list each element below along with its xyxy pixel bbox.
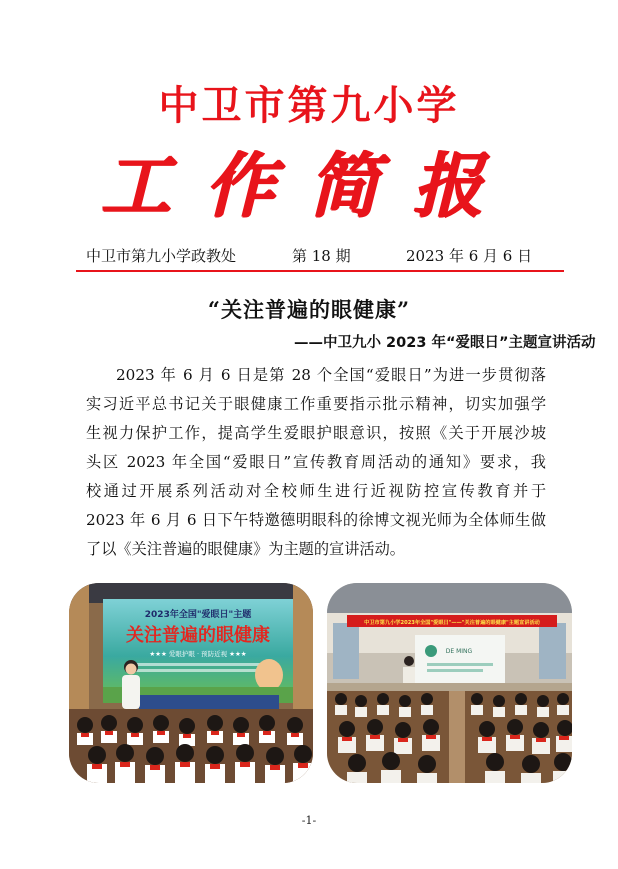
event-photo-audience	[327, 583, 572, 783]
body-line: 生视力保护工作，提高学生爱眼护眼意识，按照《关于开展沙坡	[86, 424, 546, 442]
body-line: 2023 年 6 月 6 日下午特邀德明眼科的徐博文视光师为全体师生做	[86, 511, 546, 529]
screen-logo-text: DE MING	[445, 648, 473, 655]
school-title: 中卫市第九小学	[158, 82, 460, 129]
banner-main-text: 关注普遍的眼健康	[126, 625, 270, 646]
issue-date: 2023 年 6 月 6 日	[406, 247, 533, 265]
department: 中卫市第九小学政教处	[86, 247, 237, 265]
banner-sub-text: ★★★ 爱眼护眼 · 预防近视 ★★★	[149, 650, 247, 658]
event-photo-speaker-image	[69, 583, 313, 783]
body-line: 校通过开展系列活动对全校师生进行近视防控宣传教育并于	[86, 482, 546, 500]
body-line: 头区 2023 年全国“爱眼日”宣传教育周活动的通知》要求，我	[86, 453, 546, 471]
article-title: “关注普遍的眼健康”	[207, 297, 411, 322]
event-photo-speaker	[69, 583, 313, 783]
article-subtitle: ——中卫九小 2023 年“爱眼日”主题宣讲活动	[294, 335, 596, 351]
page-number: -1-	[301, 814, 317, 827]
issue-number: 第 18 期	[292, 247, 351, 265]
event-photo-audience-image	[327, 583, 572, 783]
banner-top-text: 2023年全国"爱眼日"主题	[144, 610, 252, 620]
body-line: 了以《关注普遍的眼健康》为主题的宣讲活动。	[86, 540, 405, 558]
body-line: 实习近平总书记关于眼健康工作重要指示批示精神，切实加强学	[86, 395, 546, 413]
red-divider	[76, 270, 564, 272]
hall-banner-text: 中卫市第九小学2023年全国"爱眼日"——"关注普遍的眼健康"主题宣讲活动	[364, 620, 540, 626]
article-body	[86, 361, 546, 564]
body-line: 2023 年 6 月 6 日是第 28 个全国“爱眼日”为进一步贯彻落	[116, 366, 546, 384]
newsletter-title: 工作简报	[101, 144, 517, 227]
